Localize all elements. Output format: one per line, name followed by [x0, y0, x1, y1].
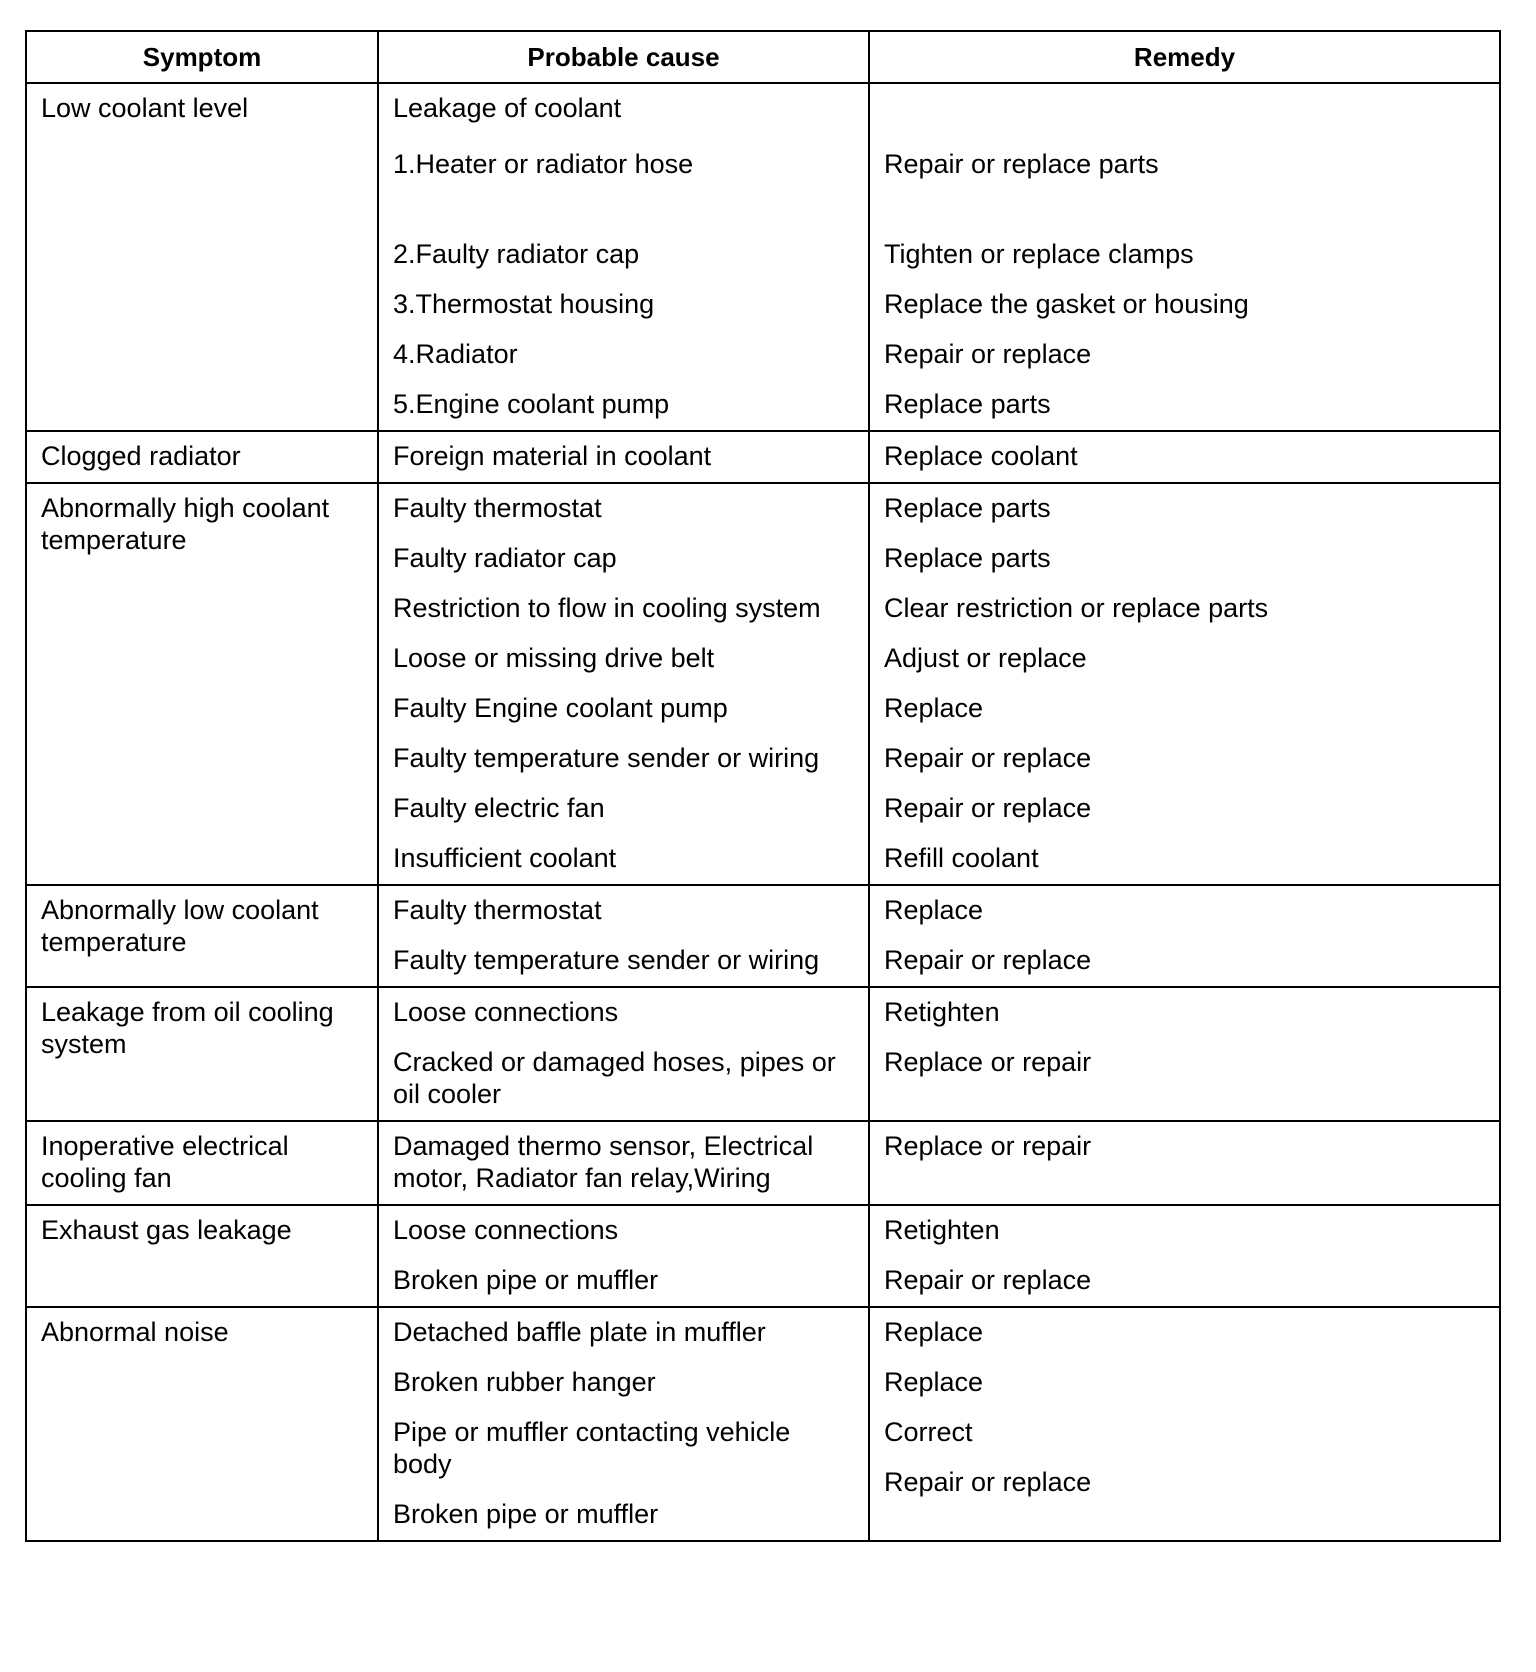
cause-line: Loose or missing drive belt — [393, 643, 715, 673]
cause-line: Cracked or damaged hoses, pipes or oil cooler — [393, 1047, 836, 1109]
remedy-cell — [869, 483, 1500, 885]
remedy-line: Replace parts — [884, 493, 1051, 523]
remedy-line: Correct — [884, 1417, 973, 1447]
cause-line: Broken pipe or muffler — [393, 1265, 659, 1295]
remedy-cell — [869, 431, 1500, 483]
cause-line: Faulty temperature sender or wiring — [393, 945, 820, 975]
remedy-line: Replace coolant — [884, 441, 1078, 471]
table-row — [26, 1205, 1500, 1307]
remedy-line: Replace the gasket or housing — [884, 289, 1249, 319]
cause-line: Loose connections — [393, 1215, 619, 1245]
probable-cause-cell — [378, 483, 869, 885]
cause-line: 4.Radiator — [393, 339, 518, 369]
troubleshooting-document — [25, 30, 1499, 1542]
table-row — [26, 1121, 1500, 1205]
cause-line: 3.Thermostat housing — [393, 289, 655, 319]
cause-line: 2.Faulty radiator cap — [393, 239, 640, 269]
cause-line: Foreign material in coolant — [393, 441, 712, 471]
remedy-line: Repair or replace parts — [884, 149, 1159, 179]
cause-line: Faulty temperature sender or wiring — [393, 743, 820, 773]
remedy-line: Refill coolant — [884, 843, 1039, 873]
cause-line: Leakage of coolant — [393, 93, 622, 123]
probable-cause-cell — [378, 987, 869, 1121]
table-row — [26, 987, 1500, 1121]
cause-line: Restriction to flow in cooling system — [393, 593, 821, 623]
remedy-line: Repair or replace — [884, 1265, 1092, 1295]
cause-line: 5.Engine coolant pump — [393, 389, 670, 419]
symptom-cell: Inoperative electrical cooling fan — [26, 1121, 378, 1205]
table-body — [26, 83, 1500, 1541]
remedy-line: Replace parts — [884, 543, 1051, 573]
cause-line: 1.Heater or radiator hose — [393, 149, 694, 179]
table-row — [26, 885, 1500, 987]
cause-line: Damaged thermo sensor, Electrical motor, Radiator fan relay,Wiring — [393, 1131, 814, 1193]
cause-line: Insufficient coolant — [393, 843, 617, 873]
probable-cause-cell — [378, 431, 869, 483]
symptom-cell: Abnormally high coolant temperature — [26, 483, 378, 885]
cause-line: Faulty thermostat — [393, 493, 602, 523]
header-probable-cause: Probable cause — [378, 31, 869, 83]
cause-line: Faulty thermostat — [393, 895, 602, 925]
symptom-cell: Clogged radiator — [26, 431, 378, 483]
cause-line: Broken pipe or muffler — [393, 1499, 659, 1529]
header-symptom: Symptom — [26, 31, 378, 83]
symptom-cell: Exhaust gas leakage — [26, 1205, 378, 1307]
remedy-cell — [869, 987, 1500, 1121]
remedy-line: Repair or replace — [884, 1467, 1092, 1497]
remedy-line: Replace or repair — [884, 1131, 1092, 1161]
probable-cause-cell — [378, 885, 869, 987]
cause-line: Faulty Engine coolant pump — [393, 693, 728, 723]
remedy-line: Replace parts — [884, 389, 1051, 419]
remedy-cell — [869, 885, 1500, 987]
probable-cause-cell — [378, 1205, 869, 1307]
probable-cause-cell — [378, 1121, 869, 1205]
troubleshooting-table — [25, 30, 1501, 1542]
remedy-line: Replace — [884, 895, 984, 925]
remedy-line: Replace — [884, 693, 984, 723]
remedy-line — [884, 92, 1485, 124]
remedy-cell — [869, 1205, 1500, 1307]
table-header-row — [26, 31, 1500, 83]
remedy-line: Tighten or replace clamps — [884, 239, 1194, 269]
symptom-cell: Leakage from oil cooling system — [26, 987, 378, 1121]
table-row — [26, 431, 1500, 483]
probable-cause-cell — [378, 83, 869, 431]
remedy-line: Retighten — [884, 1215, 1000, 1245]
remedy-line: Adjust or replace — [884, 643, 1087, 673]
symptom-cell: Low coolant level — [26, 83, 378, 431]
symptom-cell: Abnormally low coolant temperature — [26, 885, 378, 987]
remedy-line: Repair or replace — [884, 743, 1092, 773]
remedy-line: Retighten — [884, 997, 1000, 1027]
cause-line: Faulty radiator cap — [393, 543, 617, 573]
remedy-line: Replace — [884, 1367, 984, 1397]
cause-line: Broken rubber hanger — [393, 1367, 656, 1397]
probable-cause-cell — [378, 1307, 869, 1541]
remedy-cell — [869, 1121, 1500, 1205]
header-remedy: Remedy — [869, 31, 1500, 83]
remedy-line: Repair or replace — [884, 339, 1092, 369]
remedy-line: Clear restriction or replace parts — [884, 593, 1269, 623]
remedy-cell — [869, 1307, 1500, 1541]
symptom-cell: Abnormal noise — [26, 1307, 378, 1541]
remedy-cell — [869, 83, 1500, 431]
remedy-line: Replace or repair — [884, 1047, 1092, 1077]
remedy-line: Repair or replace — [884, 945, 1092, 975]
table-row — [26, 1307, 1500, 1541]
cause-line: Faulty electric fan — [393, 793, 605, 823]
remedy-line: Repair or replace — [884, 793, 1092, 823]
table-row — [26, 83, 1500, 431]
cause-line: Pipe or muffler contacting vehicle body — [393, 1417, 791, 1479]
cause-line: Detached baffle plate in muffler — [393, 1317, 766, 1347]
cause-line: Loose connections — [393, 997, 619, 1027]
table-row — [26, 483, 1500, 885]
remedy-line: Replace — [884, 1317, 984, 1347]
